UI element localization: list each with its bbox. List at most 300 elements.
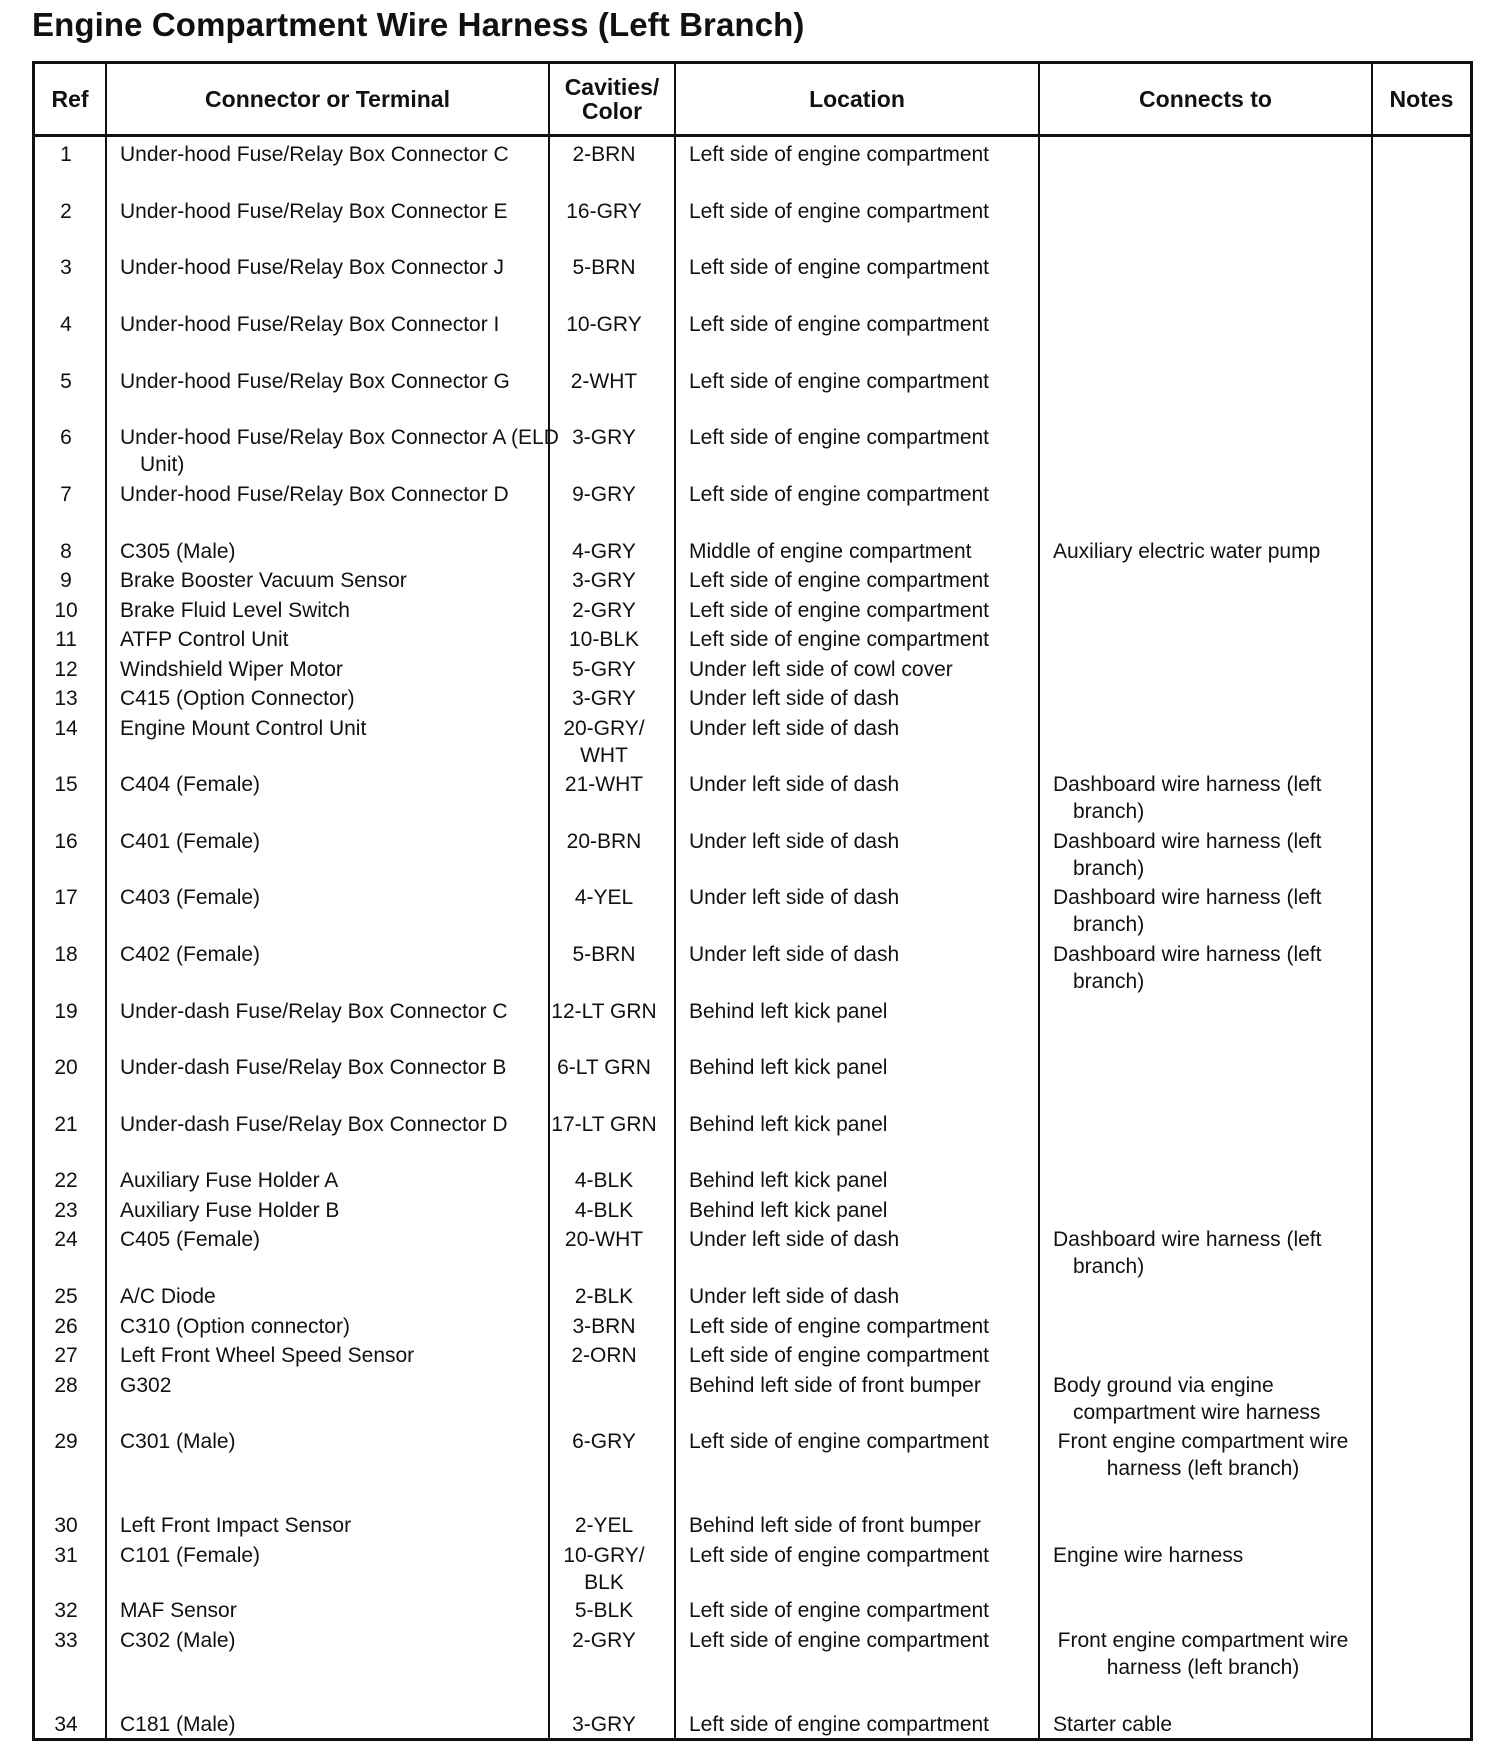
row-connects-to xyxy=(1053,1428,1353,1482)
row-connector xyxy=(120,424,560,478)
header-cavities: Cavities/ Color xyxy=(564,74,660,124)
row-location xyxy=(689,685,1049,712)
header-divider xyxy=(35,134,1470,137)
row-connects-to xyxy=(1053,884,1373,938)
row-connector-text: Under-hood Fuse/Relay Box Connector C xyxy=(120,143,509,166)
row-ref xyxy=(35,368,97,395)
row-location-text: Left side of engine compartment xyxy=(689,1344,990,1367)
row-location xyxy=(689,656,1049,683)
row-connector xyxy=(120,715,560,742)
row-location xyxy=(689,771,1049,798)
row-connector xyxy=(120,368,560,395)
row-connector xyxy=(120,1111,560,1138)
row-cavities-text: 9-GRY xyxy=(572,483,636,506)
row-location-text: Left side of engine compartment xyxy=(689,628,990,651)
row-cavities xyxy=(549,771,675,798)
row-ref-text: 7 xyxy=(60,483,72,506)
row-ref-text: 27 xyxy=(54,1344,78,1367)
row-location xyxy=(689,1342,1049,1369)
row-ref-text: 3 xyxy=(60,256,72,279)
row-connector-text: Auxiliary Fuse Holder B xyxy=(120,1199,340,1222)
row-location xyxy=(689,198,1049,225)
row-ref-text: 28 xyxy=(54,1374,78,1397)
row-location xyxy=(689,368,1049,395)
row-location-text: Under left side of dash xyxy=(689,943,900,966)
row-location xyxy=(689,481,1049,508)
row-connector-text: Under-dash Fuse/Relay Box Connector B xyxy=(120,1056,507,1079)
row-location-text: Behind left kick panel xyxy=(689,1113,888,1136)
row-ref-text: 29 xyxy=(54,1430,78,1453)
row-location-text: Behind left kick panel xyxy=(689,1056,888,1079)
row-cavities xyxy=(549,884,675,911)
row-connector-text: Left Front Wheel Speed Sensor xyxy=(120,1344,415,1367)
row-cavities xyxy=(549,626,675,653)
row-connector xyxy=(120,1627,560,1654)
row-location xyxy=(689,538,1049,565)
row-connector-text: Under-hood Fuse/Relay Box Connector D xyxy=(120,483,509,506)
row-ref xyxy=(35,1197,97,1224)
row-ref xyxy=(35,998,97,1025)
row-location xyxy=(689,998,1049,1025)
row-connector xyxy=(120,771,560,798)
row-ref-text: 30 xyxy=(54,1514,78,1537)
row-connects-to xyxy=(1053,538,1373,565)
row-location xyxy=(689,1597,1049,1624)
row-ref xyxy=(35,884,97,911)
row-location-text: Left side of engine compartment xyxy=(689,426,990,449)
row-connector-text: Auxiliary Fuse Holder A xyxy=(120,1169,339,1192)
row-ref xyxy=(35,1428,97,1455)
row-connector xyxy=(120,1197,560,1224)
row-connector xyxy=(120,1342,560,1369)
row-location-text: Behind left kick panel xyxy=(689,1000,888,1023)
row-connector-text: Under-hood Fuse/Relay Box Connector A (ELD Unit) xyxy=(120,426,559,476)
row-location xyxy=(689,884,1049,911)
row-cavities-text: 3-GRY xyxy=(572,569,636,592)
row-ref xyxy=(35,481,97,508)
row-connector xyxy=(120,311,560,338)
header-notes: Notes xyxy=(1389,86,1454,112)
row-location-text: Under left side of dash xyxy=(689,1228,900,1251)
row-connects-to xyxy=(1053,1711,1373,1738)
row-location-text: Left side of engine compartment xyxy=(689,143,990,166)
row-ref-text: 8 xyxy=(60,540,72,563)
row-location-text: Left side of engine compartment xyxy=(689,370,990,393)
row-cavities-text: 4-YEL xyxy=(574,886,634,909)
row-ref-text: 24 xyxy=(54,1228,78,1251)
row-location-text: Under left side of dash xyxy=(689,773,900,796)
row-connector-text: ATFP Control Unit xyxy=(120,628,289,651)
row-cavities-text: 4-GRY xyxy=(572,540,636,563)
row-connector-text: Engine Mount Control Unit xyxy=(120,717,367,740)
row-cavities-text: 21-WHT xyxy=(564,773,644,796)
row-connector xyxy=(120,1597,560,1624)
row-connects-to-text: Starter cable xyxy=(1053,1713,1173,1736)
row-ref xyxy=(35,626,97,653)
row-cavities-text: 20-GRY/ WHT xyxy=(563,717,645,767)
row-cavities-text: 2-BRN xyxy=(572,143,636,166)
row-cavities xyxy=(549,1313,675,1340)
row-ref-text: 22 xyxy=(54,1169,78,1192)
row-connector-text: C302 (Male) xyxy=(120,1629,236,1652)
row-cavities xyxy=(549,141,675,168)
row-connector-text: Windshield Wiper Motor xyxy=(120,658,343,681)
row-cavities xyxy=(549,567,675,594)
row-cavities-text: 5-BRN xyxy=(572,943,636,966)
row-connector xyxy=(120,1711,560,1738)
row-cavities-text: 20-WHT xyxy=(564,1228,644,1251)
row-location xyxy=(689,828,1049,855)
row-connector-text: G302 xyxy=(120,1374,172,1397)
row-cavities-text: 20-BRN xyxy=(566,830,642,853)
row-location-text: Left side of engine compartment xyxy=(689,1713,990,1736)
row-location-text: Under left side of dash xyxy=(689,687,900,710)
row-location xyxy=(689,1111,1049,1138)
row-cavities xyxy=(549,198,675,225)
row-location xyxy=(689,1512,1049,1539)
row-connector-text: C403 (Female) xyxy=(120,886,261,909)
row-location xyxy=(689,1627,1049,1654)
row-connector xyxy=(120,1372,560,1399)
row-location-text: Behind left kick panel xyxy=(689,1199,888,1222)
row-connector xyxy=(120,597,560,624)
row-location-text: Under left side of cowl cover xyxy=(689,658,953,681)
row-cavities xyxy=(549,998,675,1025)
row-ref xyxy=(35,771,97,798)
row-ref-text: 33 xyxy=(54,1629,78,1652)
row-location-text: Left side of engine compartment xyxy=(689,599,990,622)
row-cavities xyxy=(549,715,675,769)
row-connects-to-text: Dashboard wire harness (left branch) xyxy=(1053,1228,1322,1278)
row-location xyxy=(689,1226,1049,1253)
row-cavities-text: 2-BLK xyxy=(574,1285,634,1308)
row-cavities-text: 4-BLK xyxy=(574,1169,634,1192)
row-connector xyxy=(120,1226,560,1253)
row-ref-text: 26 xyxy=(54,1315,78,1338)
row-ref xyxy=(35,828,97,855)
row-connects-to xyxy=(1053,828,1373,882)
row-ref-text: 19 xyxy=(54,1000,78,1023)
row-cavities-text: 4-BLK xyxy=(574,1199,634,1222)
row-location-text: Under left side of dash xyxy=(689,717,900,740)
row-location-text: Left side of engine compartment xyxy=(689,1599,990,1622)
header-location: Location xyxy=(809,86,905,112)
row-location xyxy=(689,424,1049,451)
row-cavities-text: 10-BLK xyxy=(568,628,640,651)
row-connector-text: Brake Booster Vacuum Sensor xyxy=(120,569,407,592)
row-cavities xyxy=(549,481,675,508)
row-location-text: Left side of engine compartment xyxy=(689,313,990,336)
row-location xyxy=(689,1167,1049,1194)
row-ref xyxy=(35,1512,97,1539)
wire-harness-table xyxy=(32,61,1473,1741)
row-cavities-text: 3-GRY xyxy=(572,687,636,710)
row-ref xyxy=(35,1627,97,1654)
row-ref-text: 6 xyxy=(60,426,72,449)
row-location-text: Left side of engine compartment xyxy=(689,256,990,279)
row-location-text: Under left side of dash xyxy=(689,1285,900,1308)
row-cavities-text: 3-GRY xyxy=(572,426,636,449)
row-connects-to-text: Dashboard wire harness (left branch) xyxy=(1053,773,1322,823)
row-connector-text: C401 (Female) xyxy=(120,830,261,853)
row-cavities xyxy=(549,1597,675,1624)
row-connects-to-text: Engine wire harness xyxy=(1053,1544,1244,1567)
row-ref-text: 4 xyxy=(60,313,72,336)
row-location xyxy=(689,1711,1049,1738)
row-ref-text: 20 xyxy=(54,1056,78,1079)
row-ref-text: 13 xyxy=(54,687,78,710)
row-connector-text: C305 (Male) xyxy=(120,540,236,563)
column-divider xyxy=(105,64,107,1738)
row-ref-text: 5 xyxy=(60,370,72,393)
row-connects-to xyxy=(1053,1627,1353,1681)
row-cavities-text: 10-GRY/ BLK xyxy=(563,1544,645,1594)
row-connector-text: C301 (Male) xyxy=(120,1430,236,1453)
row-location-text: Left side of engine compartment xyxy=(689,1629,990,1652)
header-ref: Ref xyxy=(51,86,89,112)
row-cavities xyxy=(549,1111,675,1138)
row-connector-text: Under-dash Fuse/Relay Box Connector D xyxy=(120,1113,508,1136)
row-connector xyxy=(120,941,560,968)
row-location-text: Left side of engine compartment xyxy=(689,200,990,223)
row-connector xyxy=(120,1054,560,1081)
row-cavities-text: 12-LT GRN xyxy=(551,1000,657,1023)
row-cavities-text: 2-GRY xyxy=(572,1629,636,1652)
row-cavities xyxy=(549,1226,675,1253)
row-connector xyxy=(120,685,560,712)
row-ref xyxy=(35,656,97,683)
row-ref xyxy=(35,567,97,594)
row-location xyxy=(689,1542,1049,1569)
row-connector-text: A/C Diode xyxy=(120,1285,216,1308)
row-ref xyxy=(35,685,97,712)
row-ref-text: 34 xyxy=(54,1713,78,1736)
row-connector xyxy=(120,828,560,855)
row-cavities xyxy=(549,1428,675,1455)
row-ref xyxy=(35,1372,97,1399)
row-location-text: Behind left side of front bumper xyxy=(689,1514,981,1537)
row-cavities xyxy=(549,1283,675,1310)
row-connector xyxy=(120,1283,560,1310)
row-location xyxy=(689,254,1049,281)
row-location-text: Behind left side of front bumper xyxy=(689,1374,981,1397)
row-cavities xyxy=(549,311,675,338)
row-location xyxy=(689,1313,1049,1340)
row-ref xyxy=(35,1711,97,1738)
row-ref-text: 9 xyxy=(60,569,72,592)
row-cavities xyxy=(549,1542,675,1596)
row-ref xyxy=(35,1226,97,1253)
row-cavities-text: 5-BLK xyxy=(574,1599,634,1622)
row-cavities xyxy=(549,656,675,683)
row-connector xyxy=(120,141,560,168)
row-connector-text: Under-hood Fuse/Relay Box Connector I xyxy=(120,313,500,336)
row-connector-text: C181 (Male) xyxy=(120,1713,236,1736)
row-ref xyxy=(35,198,97,225)
row-connector xyxy=(120,1167,560,1194)
row-ref xyxy=(35,1542,97,1569)
header-connects-to: Connects to xyxy=(1139,86,1272,112)
row-cavities xyxy=(549,941,675,968)
row-cavities-text: 2-WHT xyxy=(570,370,638,393)
row-cavities-text: 17-LT GRN xyxy=(551,1113,657,1136)
row-cavities-text: 2-YEL xyxy=(574,1514,634,1537)
row-connector-text: Under-hood Fuse/Relay Box Connector J xyxy=(120,256,505,279)
row-cavities xyxy=(549,1512,675,1539)
row-connects-to-text: Front engine compartment wire harness (left branch) xyxy=(1057,1430,1349,1480)
row-connects-to-text: Dashboard wire harness (left branch) xyxy=(1053,886,1322,936)
row-location xyxy=(689,626,1049,653)
row-connects-to xyxy=(1053,1372,1373,1426)
row-cavities xyxy=(549,1342,675,1369)
row-cavities xyxy=(549,1054,675,1081)
row-cavities xyxy=(549,1167,675,1194)
row-ref-text: 10 xyxy=(54,599,78,622)
row-connects-to-text: Body ground via engine compartment wire harness xyxy=(1053,1374,1321,1424)
row-ref xyxy=(35,1167,97,1194)
row-ref-text: 32 xyxy=(54,1599,78,1622)
row-location xyxy=(689,567,1049,594)
row-cavities-text: 2-ORN xyxy=(571,1344,637,1367)
row-location-text: Left side of engine compartment xyxy=(689,1315,990,1338)
row-cavities-text: 3-BRN xyxy=(572,1315,636,1338)
row-ref-text: 18 xyxy=(54,943,78,966)
row-location-text: Left side of engine compartment xyxy=(689,1544,990,1567)
row-ref-text: 16 xyxy=(54,830,78,853)
row-cavities xyxy=(549,368,675,395)
row-ref-text: 1 xyxy=(60,143,72,166)
row-cavities xyxy=(549,685,675,712)
row-connector xyxy=(120,1428,560,1455)
row-ref-text: 2 xyxy=(60,200,72,223)
row-location xyxy=(689,597,1049,624)
row-ref xyxy=(35,1342,97,1369)
row-location xyxy=(689,141,1049,168)
row-cavities-text: 5-BRN xyxy=(572,256,636,279)
row-connector-text: C404 (Female) xyxy=(120,773,261,796)
row-ref-text: 21 xyxy=(54,1113,78,1136)
row-location xyxy=(689,1197,1049,1224)
row-connector-text: C415 (Option Connector) xyxy=(120,687,355,710)
row-connector xyxy=(120,538,560,565)
row-ref xyxy=(35,1054,97,1081)
row-connector-text: Under-hood Fuse/Relay Box Connector G xyxy=(120,370,510,393)
page-title: Engine Compartment Wire Harness (Left Branch) xyxy=(32,6,805,43)
row-cavities xyxy=(549,538,675,565)
row-cavities-text: 6-GRY xyxy=(572,1430,636,1453)
row-ref-text: 12 xyxy=(54,658,78,681)
row-connector xyxy=(120,884,560,911)
row-ref xyxy=(35,597,97,624)
row-cavities-text: 6-LT GRN xyxy=(557,1056,651,1079)
row-cavities xyxy=(549,1627,675,1654)
row-location-text: Middle of engine compartment xyxy=(689,540,972,563)
row-connector xyxy=(120,481,560,508)
row-connector xyxy=(120,567,560,594)
row-cavities-text: 3-GRY xyxy=(572,1713,636,1736)
row-cavities xyxy=(549,1197,675,1224)
row-location xyxy=(689,1372,1049,1399)
row-ref xyxy=(35,1111,97,1138)
row-connects-to-text: Front engine compartment wire harness (left branch) xyxy=(1057,1629,1349,1679)
row-cavities xyxy=(549,597,675,624)
row-location xyxy=(689,715,1049,742)
row-connector-text: MAF Sensor xyxy=(120,1599,237,1622)
row-connects-to xyxy=(1053,1542,1373,1569)
row-location xyxy=(689,311,1049,338)
row-connects-to xyxy=(1053,941,1373,995)
row-location xyxy=(689,941,1049,968)
row-connector-text: C402 (Female) xyxy=(120,943,261,966)
row-connector-text: Left Front Impact Sensor xyxy=(120,1514,352,1537)
header-connector: Connector or Terminal xyxy=(205,86,450,112)
row-ref-text: 11 xyxy=(55,628,77,651)
row-ref xyxy=(35,311,97,338)
row-location-text: Under left side of dash xyxy=(689,886,900,909)
row-cavities-text: 5-GRY xyxy=(572,658,636,681)
row-location-text: Left side of engine compartment xyxy=(689,569,990,592)
row-ref xyxy=(35,538,97,565)
row-connector xyxy=(120,626,560,653)
row-connects-to-text: Dashboard wire harness (left branch) xyxy=(1053,943,1322,993)
row-connector xyxy=(120,254,560,281)
row-cavities xyxy=(549,828,675,855)
row-location xyxy=(689,1054,1049,1081)
row-cavities xyxy=(549,254,675,281)
row-ref-text: 25 xyxy=(54,1285,78,1308)
row-connector xyxy=(120,998,560,1025)
row-ref xyxy=(35,254,97,281)
row-ref-text: 23 xyxy=(54,1199,78,1222)
row-ref xyxy=(35,1313,97,1340)
row-cavities-text: 16-GRY xyxy=(566,200,642,223)
row-connector-text: Brake Fluid Level Switch xyxy=(120,599,350,622)
row-connector-text: C310 (Option connector) xyxy=(120,1315,350,1338)
row-connector xyxy=(120,1313,560,1340)
row-connects-to-text: Auxiliary electric water pump xyxy=(1053,540,1321,563)
row-connects-to-text: Dashboard wire harness (left branch) xyxy=(1053,830,1322,880)
row-cavities-text: 10-GRY xyxy=(566,313,642,336)
row-location-text: Left side of engine compartment xyxy=(689,483,990,506)
row-ref xyxy=(35,941,97,968)
row-location-text: Left side of engine compartment xyxy=(689,1430,990,1453)
row-ref xyxy=(35,715,97,742)
row-ref xyxy=(35,141,97,168)
row-location-text: Under left side of dash xyxy=(689,830,900,853)
row-ref xyxy=(35,1597,97,1624)
row-connects-to xyxy=(1053,771,1373,825)
row-location xyxy=(689,1428,1049,1455)
row-connector xyxy=(120,1512,560,1539)
row-ref xyxy=(35,1283,97,1310)
row-connector-text: Under-dash Fuse/Relay Box Connector C xyxy=(120,1000,508,1023)
row-ref-text: 31 xyxy=(54,1544,78,1567)
row-cavities xyxy=(549,424,675,451)
row-cavities xyxy=(549,1711,675,1738)
row-ref-text: 14 xyxy=(54,717,78,740)
row-connector-text: C101 (Female) xyxy=(120,1544,261,1567)
row-location-text: Behind left kick panel xyxy=(689,1169,888,1192)
row-connector-text: C405 (Female) xyxy=(120,1228,261,1251)
row-connector xyxy=(120,1542,560,1569)
row-cavities-text: 2-GRY xyxy=(572,599,636,622)
row-ref xyxy=(35,424,97,451)
row-connector xyxy=(120,656,560,683)
row-connects-to xyxy=(1053,1226,1373,1280)
row-connector xyxy=(120,198,560,225)
row-ref-text: 15 xyxy=(54,773,78,796)
row-ref-text: 17 xyxy=(54,886,78,909)
